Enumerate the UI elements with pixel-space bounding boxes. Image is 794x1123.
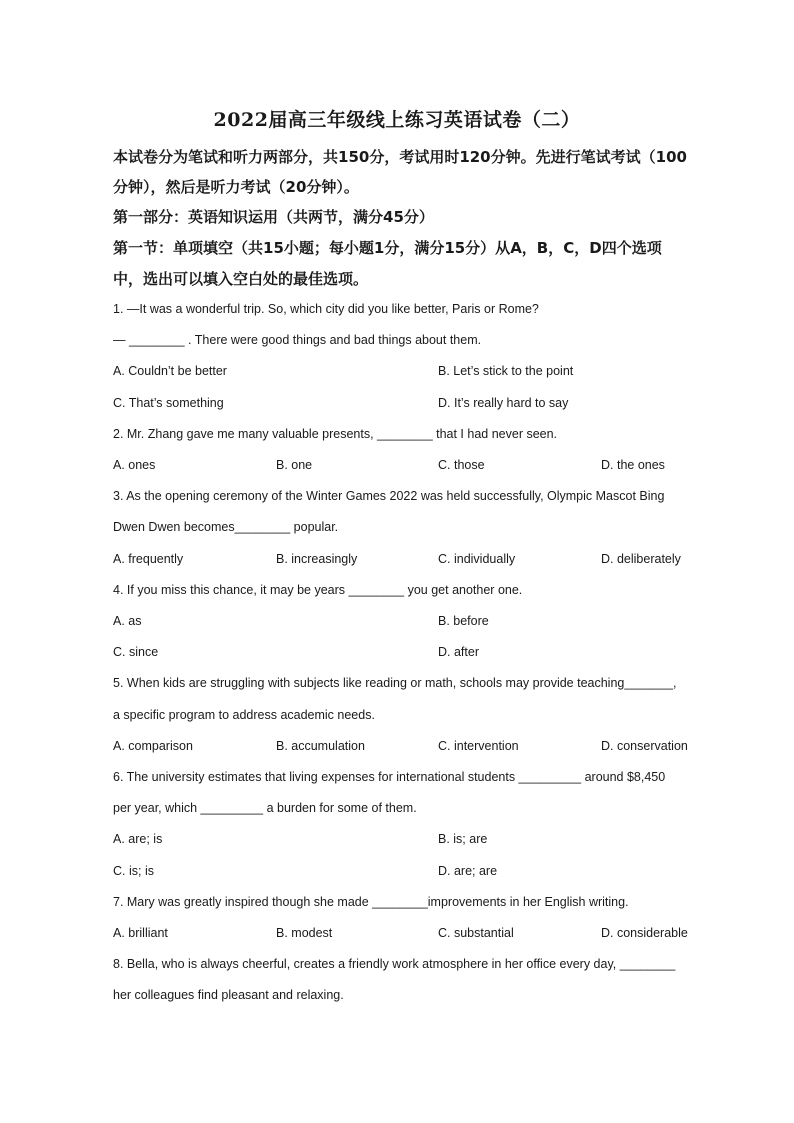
question-6-stem-cont: per year, which _________ a burden for some of them. — [113, 801, 417, 815]
question-7-stem: 7. Mary was greatly inspired though she made ________improvements in her English writing. — [113, 895, 629, 909]
question-6-stem: 6. The university estimates that living expenses for international students _________ around $8,450 — [113, 770, 666, 784]
section-one-instructions: 中，选出可以填入空白处的最佳选项。 — [113, 270, 369, 288]
question-1-option-a: A. Couldn’t be better — [113, 364, 227, 378]
question-3-option-a: A. frequently — [113, 552, 184, 566]
question-5-option-c: C. intervention — [438, 739, 519, 753]
question-6-option-d: D. are; are — [438, 864, 498, 878]
intro-line-1: 本试卷分为笔试和听力两部分，共150分，考试用时120分钟。先进行笔试考试（100 — [113, 148, 687, 166]
question-1-response: — ________ . There were good things and bad things about them. — [113, 333, 482, 347]
question-1-option-b: B. Let’s stick to the point — [438, 364, 574, 378]
question-7-option-d: D. considerable — [601, 926, 688, 940]
question-6-option-c: C. is; is — [113, 864, 154, 878]
question-4-option-c: C. since — [113, 645, 159, 659]
question-7-option-b: B. modest — [276, 926, 333, 940]
question-4-stem: 4. If you miss this chance, it may be years ________ you get another one. — [113, 583, 523, 597]
question-2-option-d: D. the ones — [601, 458, 665, 472]
question-2-stem: 2. Mr. Zhang gave me many valuable presents, ________ that I had never seen. — [113, 427, 558, 441]
question-5-stem-cont: a specific program to address academic needs. — [113, 708, 375, 722]
section-one-heading: 第一节：单项填空（共15小题；每小题1分，满分15分）从A，B，C，D四个选项 — [113, 239, 662, 257]
question-4-option-a: A. as — [113, 614, 142, 628]
question-6-option-a: A. are; is — [113, 832, 163, 846]
question-5-stem: 5. When kids are struggling with subjects like reading or math, schools may provide teaching_______, — [113, 676, 677, 690]
question-5-option-d: D. conservation — [601, 739, 688, 753]
question-2-option-b: B. one — [276, 458, 313, 472]
question-1-option-d: D. It’s really hard to say — [438, 396, 569, 410]
question-7-option-a: A. brilliant — [113, 926, 168, 940]
question-5-option-b: B. accumulation — [276, 739, 365, 753]
question-3-stem-cont: Dwen Dwen becomes________ popular. — [113, 520, 339, 534]
question-8-stem: 8. Bella, who is always cheerful, creates a friendly work atmosphere in her office every day, ________ — [113, 957, 676, 971]
part-one-heading: 第一部分：英语知识运用（共两节，满分45分） — [113, 208, 434, 226]
question-3-option-c: C. individually — [438, 552, 516, 566]
question-2-option-c: C. those — [438, 458, 485, 472]
question-8-stem-cont: her colleagues find pleasant and relaxing. — [113, 988, 344, 1002]
question-4-option-d: D. after — [438, 645, 479, 659]
question-2-option-a: A. ones — [113, 458, 156, 472]
exam-title: 2022届高三年级线上练习英语试卷（二） — [213, 109, 581, 131]
question-3-stem: 3. As the opening ceremony of the Winter Games 2022 was held successfully, Olympic Mascot Bing — [113, 489, 665, 503]
question-3-option-d: D. deliberately — [601, 552, 681, 566]
question-7-option-c: C. substantial — [438, 926, 514, 940]
question-1-option-c: C. That’s something — [113, 396, 224, 410]
question-5-option-a: A. comparison — [113, 739, 193, 753]
question-1-stem: 1. —It was a wonderful trip. So, which city did you like better, Paris or Rome? — [113, 302, 539, 316]
question-4-option-b: B. before — [438, 614, 489, 628]
question-3-option-b: B. increasingly — [276, 552, 358, 566]
question-6-option-b: B. is; are — [438, 832, 488, 846]
intro-line-2: 分钟），然后是听力考试（20分钟）。 — [113, 178, 359, 196]
